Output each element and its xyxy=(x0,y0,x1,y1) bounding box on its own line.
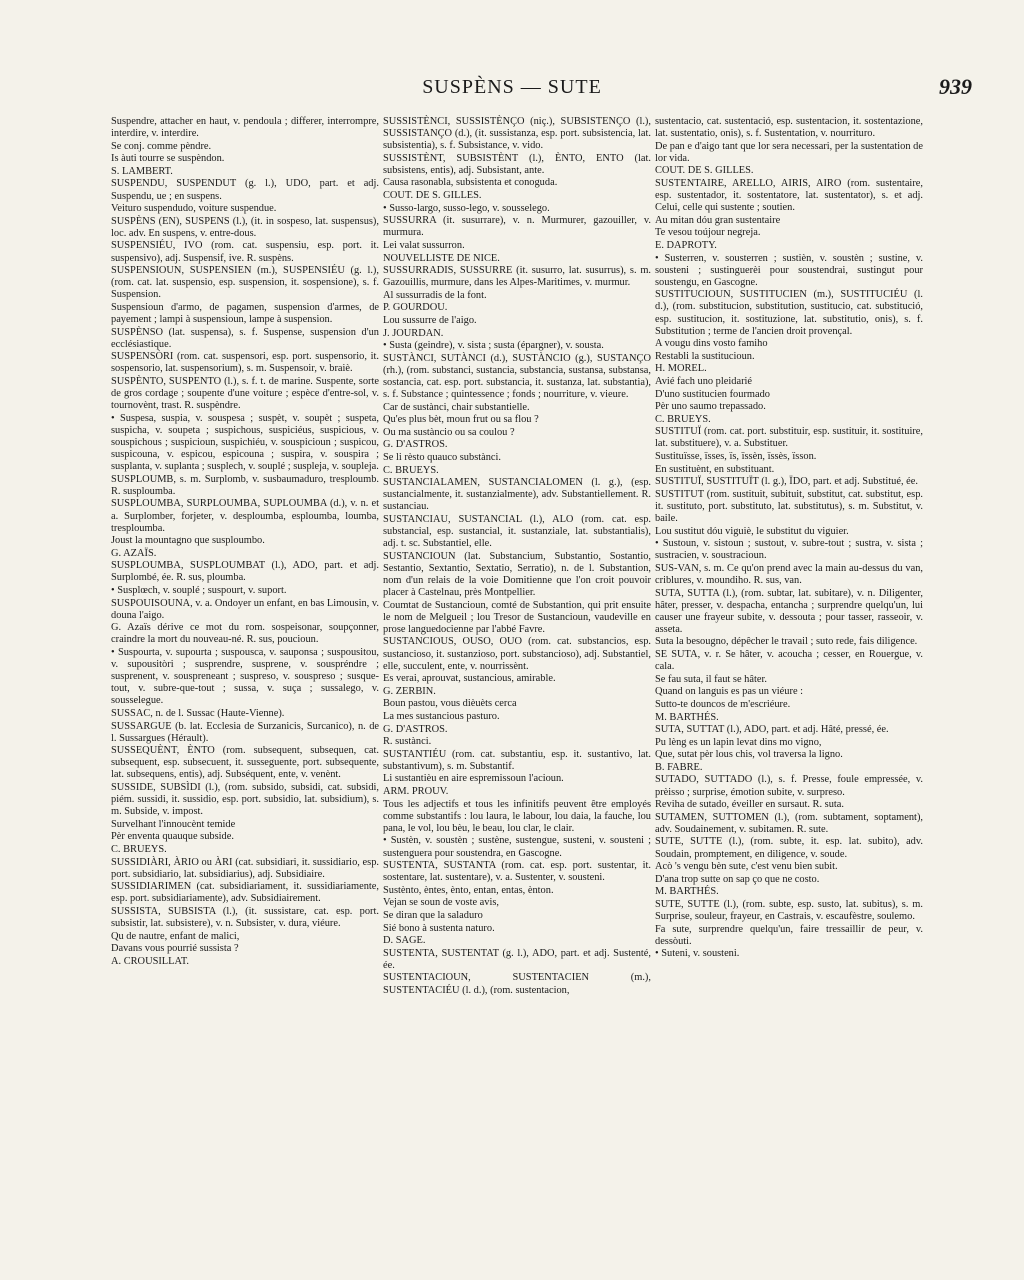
text-line: SUSSIDIÀRI, ÀRIO ou ÀRI (cat. subsidiari, it. sussidiario, esp. port. subsidiario, lat. subsidiarius), adj. Subsidiaire. xyxy=(111,856,379,880)
text-line: Joust la mountagno que susploumbo. xyxy=(111,535,265,547)
text-line: SUSSAC, n. de l. Sussac (Haute-Vienne). xyxy=(111,708,285,719)
text-line: SUSTANCIAU, SUSTANCIAL (l.), ALO (rom. cat. esp. substancial, esp. sustancial, it. sustanziale, lat. substantialis), adj. t. sc. Substantiel, elle. xyxy=(383,514,651,550)
text-line: Li sustantièu en aire espremissoun l'acioun. xyxy=(383,773,564,785)
text-line: SUSSEQUÈNT, ÈNTO (rom. subsequent, subsequen, cat. subsequent, esp. subsecuent, it. susseguente, port. subsequente, lat. subsequens, entis), adj. Subséquent, ente, v. venènt. xyxy=(111,745,379,781)
column-1 xyxy=(111,116,379,968)
text-line: Te vesou toújour negreja. xyxy=(655,227,761,239)
text-line: Reviha de sutado, éveiller en sursaut. R. suta. xyxy=(655,799,845,811)
text-line: Qu de nautre, enfant de malici, xyxy=(111,930,240,942)
text-line: SUTE, SUTTE (l.), (rom. subte, it. esp. lat. subito), adv. Soudain, promptement, en diligence, v. soude. xyxy=(655,836,923,860)
text-line: M. BARTHÉS. xyxy=(655,711,719,723)
text-line: SUSTITUÏ (rom. cat. port. substituir, esp. sustituir, it. sostituire, lat. substituere), v. a. Substituer. xyxy=(655,426,923,450)
text-line: SUSSIDIARIMEN (cat. subsidiariament, it. sussidiariamente, esp. port. subsidiariamente), adv. Subsidiairement. xyxy=(111,881,379,905)
text-line: • Susta (geindre), v. sista ; susta (épargner), v. sousta. xyxy=(383,340,604,352)
text-line: Coumtat de Sustancioun, comté de Substantion, qui prit ensuite le nom de Melgueil ; lou Tresor de Sustancioun, vaudeville en prose languedocienne par l'abbé Favre. xyxy=(383,599,651,635)
text-line: SUSTITUCIOUN, SUSTITUCIEN (m.), SUSTITUCIÉU (l. d.), (rom. substitucion, substitution, sustitucio, cat. substitució, esp. sustitucion, it. sostituzione, lat. substitutio, onis), s. f. Substitution ; terme de l'ancien droit provençal. xyxy=(655,289,923,337)
text-line: Restabli la sustitucioun. xyxy=(655,350,755,362)
text-line: COUT. DE S. GILLES. xyxy=(655,165,754,177)
text-line: Davans vous pourrié sussista ? xyxy=(111,943,239,955)
text-line: Boun pastou, vous dièuèts cerca xyxy=(383,698,517,710)
text-line: Es verai, aprouvat, sustancious, amirable. xyxy=(383,673,556,685)
text-line: Sustituïsse, ïsses, ïs, ïssèn, ïssès, ïsson. xyxy=(655,451,817,463)
text-line: SUTE, SUTTE (l.), (rom. subte, esp. susto, lat. subitus), s. m. Surprise, souleur, frayeur, en Castrais, v. escaufèstre, soulemo. xyxy=(655,898,923,922)
text-line: M. BARTHÉS. xyxy=(655,886,719,898)
text-line: SUTA, SUTTA (l.), (rom. subtar, lat. subitare), v. n. Diligenter, hâter, presser, v. despacha, entancha ; surprendre quelqu'un, lui causer une frayeur subite, v. dessouta ; pour tasser, rasseoir, v. asseta. xyxy=(655,587,923,635)
text-line: Suspendre, attacher en haut, v. pendoula ; differer, interrompre, interdire, v. interdire. xyxy=(111,116,379,140)
text-line: C. BRUEYS. xyxy=(111,844,167,856)
text-line: SUSTENTA, SUSTANTA (rom. cat. esp. port. sustentar, it. sostentare, lat. sustentare), v. a. Sustenter, v. sousteni. xyxy=(383,860,651,884)
text-line: S. LAMBERT. xyxy=(111,165,173,177)
text-line: Pèr enventa quauque subside. xyxy=(111,831,234,843)
text-line: SUSTÀNCI, SUTÀNCI (d.), SUSTÀNCIO (g.), SUSTANÇO (rh.), (rom. substanci, sustancia, substancia, sustansa, substansa, sostancia, cat. esp. port. substancia, it. sustanza, lat. substantia), s. f. Substance ; quintessence ; fonds ; nourriture, v. vieure. xyxy=(383,352,651,401)
text-line: Al sussurradis de la font. xyxy=(383,289,487,301)
text-line: A. CROUSILLAT. xyxy=(111,955,190,967)
text-line: Is àuti tourre se suspèndon. xyxy=(111,153,225,165)
text-line: SUSPÈNTO, SUSPENTO (l.), s. f. t. de marine. Suspente, sorte de gros cordage ; soupente d'une voiture ; espèce d'entre-sol, v. tournovènt, trast. R. suspèndre. xyxy=(111,375,379,412)
text-line: Tous les adjectifs et tous les infinitifs peuvent être employés comme substantifs : lou laura, le labour, lou daia, la fauche, lou pana, le vol, lou bèu, le beau, lou clar, le clair. xyxy=(383,798,651,834)
text-line: SUSPLOUMBA, SURPLOUMBA, SUPLOUMBA (d.), v. n. et a. Surplomber, forjeter, v. desploumba, esploumba, loumba, tresploumba. xyxy=(111,498,379,534)
text-line: En sustituènt, en substituant. xyxy=(655,463,775,475)
text-line: Car de sustànci, chair substantielle. xyxy=(383,401,530,413)
text-line: SE SUTA, v. r. Se hâter, v. acoucha ; cesser, en Rouergue, v. cala. xyxy=(655,649,923,673)
text-line: Ou ma sustàncio ou sa coulou ? xyxy=(383,426,515,438)
text-line: SUSSURRADIS, SUSSURRE (it. susurro, lat. susurrus), s. m. Gazouillis, murmure, dans les Alpes-Maritimes, v. murmur. xyxy=(383,265,651,289)
text-line: • Sustèn, v. soustèn ; sustène, sustengue, susteni, v. sousteni ; sustenguera pour soustendra, en Gascogne. xyxy=(383,835,651,859)
text-line: G. AZAÏS. xyxy=(111,547,157,559)
text-line: SUSPOUISOUNA, v. a. Ondoyer un enfant, en bas Limousin, v. douna l'aigo. xyxy=(111,597,379,621)
text-line: Lou sussurre de l'aigo. xyxy=(383,315,477,326)
text-line: Au mitan dóu gran sustentaire xyxy=(655,214,781,226)
text-line: SUS-VAN, s. m. Ce qu'on prend avec la main au-dessus du van, criblures, v. moundiho. R. sus, van. xyxy=(655,562,923,586)
text-line: P. GOURDOU. xyxy=(383,302,448,314)
text-line: Quand on languis es pas un viéure : xyxy=(655,686,804,698)
text-line: Suspensioun d'armo, de pagamen, suspension d'armes, de payement ; lampi à suspensioun, lampe à suspension. xyxy=(111,301,379,325)
text-line: Pèr uno saumo trepassado. xyxy=(655,401,766,413)
text-line: Se conj. comme pèndre. xyxy=(111,140,212,152)
text-line: SUSPÈNS (EN), SUSPENS (l.), (it. in sospeso, lat. suspensus), loc. adv. En suspens, v. entre-dous. xyxy=(111,215,379,239)
text-line: SUSSARGUE (b. lat. Ecclesia de Surzanicis, Surcanico), n. de l. Sussargues (Hérault). xyxy=(111,720,379,744)
text-line: E. DAPROTY. xyxy=(655,239,717,251)
text-line: R. sustànci. xyxy=(383,736,432,748)
text-line: SUSTANCIOUS, OUSO, OUO (rom. cat. substancios, esp. sustancioso, it. sustanzioso, port. substancioso), adj. Substantiel, elle, succulent, ente, v. nourrissènt. xyxy=(383,636,651,672)
text-line: SUSPLOUMB, s. m. Surplomb, v. susbaumaduro, tresploumb. R. susploumba. xyxy=(111,473,379,497)
text-line: SUSSURRA (it. susurrare), v. n. Murmurer, gazouiller, v. murmura. xyxy=(383,215,651,239)
text-line: G. ZERBIN. xyxy=(383,685,436,697)
text-line: SUSSISTÈNT, SUBSISTÈNT (l.), ÈNTO, ENTO (lat. subsistens, entis), adj. Subsistant, ante. xyxy=(383,152,651,176)
text-line: SUTAMEN, SUTTOMEN (l.), (rom. subtament, soptament), adv. Soudainement, v. subitamen. R. sute. xyxy=(655,811,923,835)
text-line: G. Azaïs dérive ce mot du rom. sospeisonar, soupçonner, craindre la mort du nouveau-né. R. sus, poucioun. xyxy=(111,622,379,646)
text-line: SUSTITUT (rom. sustituit, subituit, substitut, cat. substitut, esp. it. sustituto, port. substituto, lat. substitutus), s. m. Substitut, v. baile. xyxy=(655,488,923,524)
text-line: SUSTENTACIOUN, SUSTENTACIEN (m.), SUSTENTACIÉU (l. d.), (rom. sustentacion, xyxy=(383,972,651,996)
text-line: Veituro suspendudo, voiture suspendue. xyxy=(111,203,277,215)
text-line: NOUVELLISTE DE NICE. xyxy=(383,252,500,264)
text-line: • Suspourta, v. supourta ; suspousca, v. sauponsa ; suspousitou, v. supousitòri ; susprendre, susprene, v. souspréndre ; susprenent, v. souspreneant ; suspreso, v. souspreso ; susque-tout, v. subre-que-tout ; sussa, v. suça ; sussalego, v. sousselegue. xyxy=(111,647,379,707)
text-line: Se diran que la saladuro xyxy=(383,910,483,921)
text-line: • Suspesa, suspia, v. souspesa ; suspèt, v. soupèt ; suspeta, suspicha, v. soupeta ; suspichous, suspiciéus, suspicious, v. souspichous ; suspicioun, suspichiéu, v. souspicioun ; suspicou, suspicouna, v. espicou, espicouna ; suspira, v. souspira ; susplanta, v. suplanta ; susplech, v. souplé ; suspleja, v. soupleja. xyxy=(111,412,379,473)
text-line: SUSTANTIÉU (rom. cat. substantiu, esp. it. sustantivo, lat. substantivum), s. m. Substantif. xyxy=(383,748,651,772)
text-line: Survelhant l'innoucènt temide xyxy=(111,818,236,830)
text-line: G. D'ASTROS. xyxy=(383,439,448,451)
text-line: Se li rèsto quauco substànci. xyxy=(383,452,502,464)
text-line: C. BRUEYS. xyxy=(383,464,439,476)
text-line: Sié bono à sustenta naturo. xyxy=(383,922,495,934)
text-line: Se fau suta, il faut se hâter. xyxy=(655,673,767,685)
text-line: sustentacio, cat. sustentació, esp. sustentacion, it. sostentazione, lat. sustentatio, onis), s. f. Sustentation, v. nourrituro. xyxy=(655,116,923,140)
text-line: D'ana trop sutte on sap ço que ne costo. xyxy=(655,873,820,885)
text-line: C. BRUEYS. xyxy=(655,413,711,425)
text-line: SUSTANCIALAMEN, SUSTANCIALOMEN (l. g.), (esp. sustancialmente, it. sustanzialmente), adv. Substantiellement. R. sustanciau. xyxy=(383,477,651,513)
text-line: SUSPLOUMBA, SUSPLOUMBAT (l.), ADO, part. et adj. Surplombé, ée. R. sus, ploumba. xyxy=(111,560,379,584)
text-line: • Sustoun, v. sistoun ; sustout, v. subre-tout ; sustra, v. sista ; sustracien, v. soustracioun. xyxy=(655,538,923,562)
text-line: H. MOREL. xyxy=(655,363,707,375)
text-line: SUSTENTAIRE, ARELLO, AIRIS, AIRO (rom. sustentaire, esp. sustentador, it. sostentatore, lat. sustentator), s. et adj. Celui, celle qui sustente ; soutien. xyxy=(655,177,923,214)
text-line: D. SAGE. xyxy=(383,935,426,947)
page-number: 939 xyxy=(939,74,972,99)
text-line: Lou sustitut dóu viguiè, le substitut du viguier. xyxy=(655,525,849,537)
text-line: • Suteni, v. sousteni. xyxy=(655,948,740,960)
text-line: G. D'ASTROS. xyxy=(383,723,448,735)
running-head: SUSPÈNS — SUTE xyxy=(422,76,602,98)
text-line: • Susterren, v. sousterren ; sustièn, v. soustèn ; sustine, v. sousteni ; sustinguerèi pour soustendrai, sustingut pour soustengu, en Gascogne. xyxy=(655,252,923,288)
text-line: Lei valat sussurron. xyxy=(383,239,465,251)
text-line: Vejan se soun de voste avis, xyxy=(383,897,500,909)
text-line: SUSSISTA, SUBSISTA (l.), (it. sussistare, cat. esp. port. subsistir, lat. subsistere), v. n. Subsister, v. dura, viéure. xyxy=(111,906,379,930)
text-line: Causa rasonabla, subsistenta et conoguda. xyxy=(383,177,558,189)
column-2 xyxy=(383,116,651,997)
text-line: • Susso-largo, susso-lego, v. sousselego. xyxy=(383,202,550,214)
text-line: ARM. PROUV. xyxy=(383,786,449,798)
text-line: SUSPENSIOUN, SUSPENSIEN (m.), SUSPENSIÉU (g. l.), (rom. cat. lat. suspensio, esp. suspension, it. sospensione), s. f. Suspension. xyxy=(111,265,379,301)
text-line: • Susplœch, v. souplé ; suspourt, v. suport. xyxy=(111,585,287,597)
text-line: SUSSIDE, SUBSÌDI (l.), (rom. subsido, subsidi, cat. subsidi, piém. sussidi, it. sussidio, esp. port. subsidio, lat. subsidium), s. m. Subside, v. impost. xyxy=(111,782,379,818)
text-line: SUSTANCIOUN (lat. Substancium, Substantio, Sostantio, Sestantio, Sextantio, Sextatio, Serratio), n. de l. Substantion, nom d'un relais de la voie Domitienne que l'on croit pouvoir placer à Castelnau, près Montpellier. xyxy=(383,550,651,599)
text-line: Fa sute, surprendre quelqu'un, faire tressaillir de peur, v. dessòuti. xyxy=(655,923,923,947)
text-line: De pan e d'aigo tant que lor sera necessari, per la sustentation de lor vida. xyxy=(655,140,923,164)
text-line: SUSTENTA, SUSTENTAT (g. l.), ADO, part. et adj. Sustenté, ée. xyxy=(383,947,651,971)
text-line: SUSPENDU, SUSPENDUT (g. l.), UDO, part. et adj. Suspendu, ue ; en suspens. xyxy=(111,178,379,202)
text-line: Sutto-te douncos de m'escriéure. xyxy=(655,698,791,710)
text-line: SUTA, SUTTAT (l.), ADO, part. et adj. Hâté, pressé, ée. xyxy=(655,724,889,736)
text-line: COUT. DE S. GILLES. xyxy=(383,190,482,202)
text-line: Qu'es plus bèt, moun frut ou sa flou ? xyxy=(383,414,539,426)
text-line: Pu lèng es un lapin levat dins mo vigno, xyxy=(655,736,822,748)
text-line: Suta la besougno, dépêcher le travail ; suto rede, fais diligence. xyxy=(655,636,918,648)
text-line: Que, sutat pèr lous chis, vol traversa la ligno. xyxy=(655,749,843,761)
text-line: SUSTITUÏ, SUSTITUÏT (l. g.), ÏDO, part. et adj. Substitué, ée. xyxy=(655,476,918,488)
text-line: SUSPÈNSO (lat. suspensa), s. f. Suspense, suspension d'un ecclésiastique. xyxy=(111,326,379,350)
text-line: Acò 's vengu bèn sute, c'est venu bien subit. xyxy=(655,861,838,873)
text-line: D'uno sustitucien fourmado xyxy=(655,388,770,400)
text-line: SUSSISTÈNCI, SUSSISTÈNÇO (niç.), SUBSISTENÇO (l.), SUSSISTANÇO (d.), (it. sussistanza, esp. port. subsistencia, lat. subsistentia), s. f. Subsistance, v. vido. xyxy=(383,116,651,152)
text-line: SUSPENSIÉU, IVO (rom. cat. suspensiu, esp. port. it. suspensivo), adj. Suspensif, ive. R. suspèns. xyxy=(111,240,379,264)
text-line: J. JOURDAN. xyxy=(383,327,444,339)
text-line: A vougu dins vosto famiho xyxy=(655,338,768,350)
text-line: SUSPENSÒRI (rom. cat. suspensori, esp. port. suspensorio, it. sospensorio, lat. suspensorium), s. m. Suspensoir, v. braiè. xyxy=(111,351,379,375)
text-line: La mes sustancious pasturo. xyxy=(383,711,500,722)
column-3 xyxy=(655,116,923,961)
text-line: SUTADO, SUTTADO (l.), s. f. Presse, foule empressée, v. prèisso ; surprise, émotion subite, v. surpreso. xyxy=(655,774,923,798)
text-line: B. FABRE. xyxy=(655,761,703,773)
text-line: Avié fach uno pleidarié xyxy=(655,375,753,387)
text-line: Sustènto, èntes, ènto, entan, entas, ènton. xyxy=(383,884,554,896)
page-header xyxy=(0,74,1024,108)
